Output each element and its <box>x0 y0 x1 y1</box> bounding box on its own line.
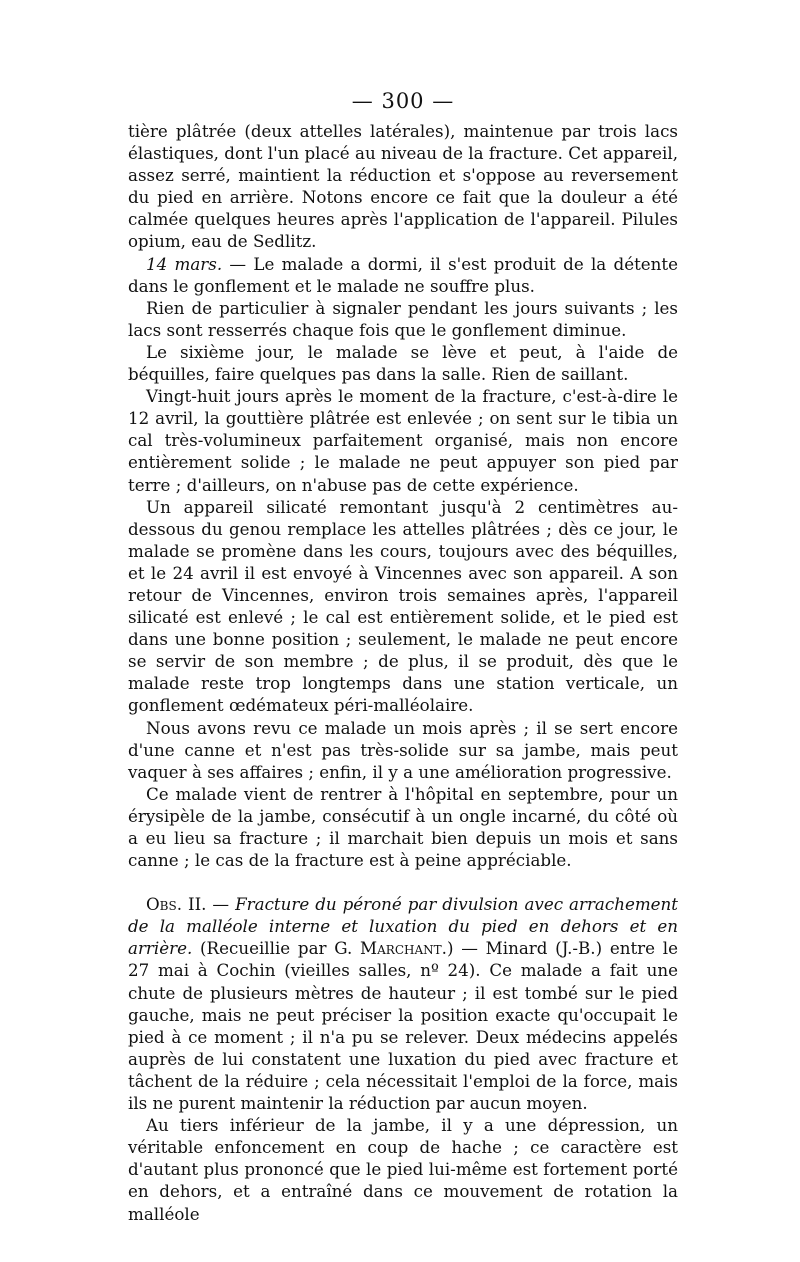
paragraph-twenty-eight-days: Vingt-huit jours après le moment de la fracture, c'est-à-dire le 12 avril, la gouttière plâtrée est enlevée ; on sent sur le tibia un cal très-volumineux parfaitement organisé, mais non encore entièrement solide ; le malade ne peut appuyer son pied par terre ; d'ailleurs, on n'abuse pas de cette expérience. <box>128 386 678 495</box>
paragraph-silicate-apparatus: Un appareil silicaté remontant jusqu'à 2 centimètres au-dessous du genou remplace les attelles plâtrées ; dès ce jour, le malade se promène dans les cours, toujours avec des béquilles, et le 24 avril il est envoyé à Vincennes avec son appareil. A son retour de Vincennes, environ trois semaines après, l'appareil silicaté est enlevé ; le cal est entièrement solide, et le pied est dans une bonne position ; seulement, le malade ne peut encore se servir de son membre ; de plus, il se produit, dès que le malade reste trop longtemps dans une station verticale, un gonflement œdémateux péri-malléolaire. <box>128 496 678 716</box>
section-gap <box>128 871 678 893</box>
observation-author: G. Marchant <box>334 938 442 959</box>
paragraph-march-14-text: Le malade a dormi, il s'est produit de la détente dans le gonflement et le malade ne souffre plus. <box>128 253 678 296</box>
paragraph-sixth-day: Le sixième jour, le malade se lève et peut, à l'aide de béquilles, faire quelques pas dans la salle. Rien de saillant. <box>128 341 678 385</box>
date-march-14: 14 mars. <box>146 253 223 274</box>
book-page <box>128 88 678 1225</box>
paragraph-lower-third: Au tiers inférieur de la jambe, il y a une dépression, un véritable enfoncement en coup de hache ; ce caractère est d'autant plus prononcé que le pied lui-même est fortement porté en dehors, et a entraîné dans ce mouvement de rotation la malléole <box>128 1115 678 1224</box>
paragraph-continuation: tière plâtrée (deux attelles latérales), maintenue par trois lacs élastiques, dont l'un placé au niveau de la fracture. Cet appareil, assez serré, maintient la réduction et s'oppose au reversement du pied en arrière. Notons encore ce fait que la douleur a été calmée quelques heures après l'application de l'appareil. Pilules opium, eau de Sedlitz. <box>128 121 678 252</box>
observation-title: Fracture du péroné par divulsion avec arrachement de la malléole interne et luxation du pied en dehors et en arrière. <box>128 894 678 959</box>
observation-dash: — <box>206 894 236 915</box>
page-number: — 300 — <box>351 89 455 113</box>
observation-2 <box>128 893 678 1114</box>
paragraph-following-days: Rien de particulier à signaler pendant les jours suivants ; les lacs sont resserrés chaque fois que le gonflement diminue. <box>128 297 678 340</box>
observation-collected-close: .) — <box>441 938 486 959</box>
observation-label: Obs. II. <box>146 894 207 915</box>
observation-body: Minard (J.-B.) entre le 27 mai à Cochin (vieilles salles, nº 24). Ce malade a fait une chute de plusieurs mètres de hauteur ; il est tombé sur le pied gauche, mais ne peut préciser la position exacte qu'occupait le pied à ce moment ; il n'a pu se relever. Deux médecins appelés auprès de lui constatent une luxation du pied avec fracture et tâchent de la réduire ; cela nécessitait l'emploi de la force, mais ils ne purent maintenir la réduction par aucun moyen. <box>128 938 678 1114</box>
paragraph-march-14: 14 mars. — Le malade a dormi, il s'est produit de la détente dans le gonflement et le malade ne souffre plus. <box>128 253 678 296</box>
paragraph-september-return: Ce malade vient de rentrer à l'hôpital en septembre, pour un érysipèle de la jambe, consécutif à un ongle incarné, du côté où a eu lieu sa fracture ; il marchait bien depuis un mois et sans canne ; le cas de la fracture est à peine appréciable. <box>128 783 678 871</box>
observation-collected-open: (Recueillie par <box>192 938 335 959</box>
paragraph-month-later: Nous avons revu ce malade un mois après ; il se sert encore d'une canne et n'est pas très-solide sur sa jambe, mais peut vaquer à ses affaires ; enfin, il y a une amélioration progressive. <box>128 717 678 782</box>
